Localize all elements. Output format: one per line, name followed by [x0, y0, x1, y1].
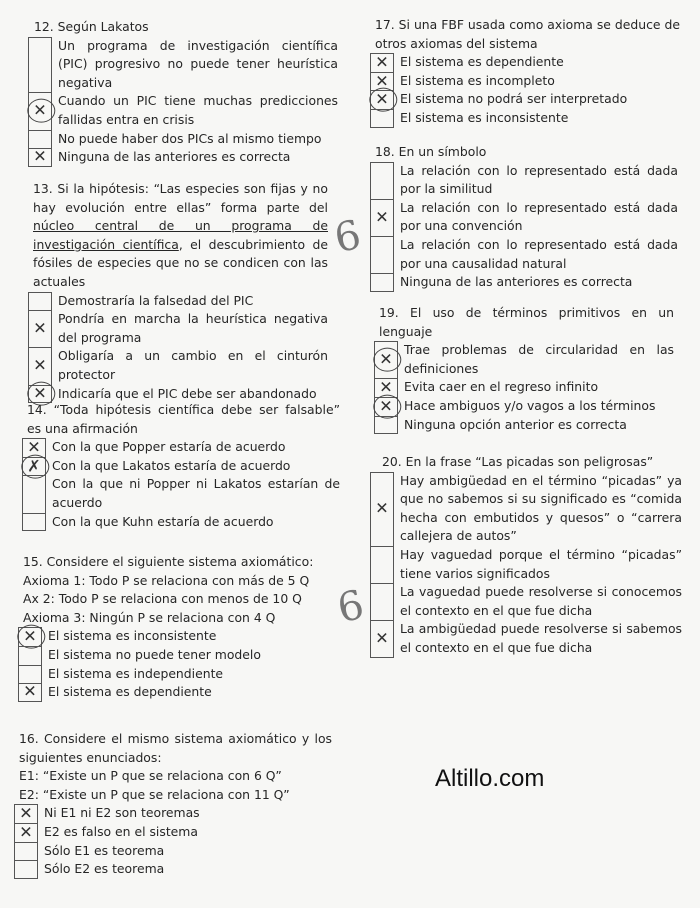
check-mark-icon: ✕	[379, 377, 393, 397]
answer-checkbox[interactable]	[18, 665, 42, 684]
answer-option-text: El sistema no podrá ser interpretado	[400, 91, 628, 107]
check-mark-icon: ✕	[375, 71, 389, 91]
answer-checkbox[interactable]	[14, 842, 38, 861]
answer-option-text: El sistema es dependiente	[400, 54, 564, 70]
answer-option-text: El sistema es dependiente	[48, 684, 212, 700]
check-mark-icon: ✕	[33, 318, 47, 338]
answer-option-text: Sólo E1 es teorema	[44, 842, 165, 858]
check-mark-icon: ✕	[33, 101, 47, 121]
q16-options	[14, 804, 332, 878]
answer-option-text: No puede haber dos PICs al mismo tiempo	[58, 130, 322, 146]
answer-checkbox[interactable]	[28, 310, 52, 347]
check-mark-icon: ✕	[33, 147, 47, 167]
check-mark-icon: ✕	[23, 626, 37, 646]
question-19	[374, 304, 674, 434]
question-20-stem: 20. En la frase “Las picadas son peligrosas”	[382, 454, 654, 469]
answer-option-text: La ambigüedad puede resolverse si sabemos el contexto en el que fue dicha	[400, 621, 682, 655]
answer-checkbox[interactable]	[370, 53, 394, 72]
answer-option-text: Con la que ni Popper ni Lakatos estarían de acuerdo	[52, 476, 340, 510]
question-14-stem: 14. “Toda hipótesis científica debe ser falsable” es una afirmación	[27, 402, 340, 436]
answer-option-text: Hace ambiguos y/o vagos a los términos	[404, 397, 656, 413]
answer-checkbox[interactable]	[22, 457, 46, 476]
answer-checkbox[interactable]	[18, 646, 42, 665]
q15-axiom: Axioma 1: Todo P se relaciona con más de 5 Q	[23, 572, 310, 588]
answer-checkbox[interactable]	[18, 627, 42, 646]
q16-statements	[14, 767, 332, 804]
check-mark-icon: ✕	[379, 349, 393, 369]
answer-checkbox[interactable]	[14, 823, 38, 842]
question-16	[14, 730, 332, 879]
answer-option-text: El sistema no puede tener modelo	[48, 646, 261, 662]
answer-checkbox[interactable]	[370, 162, 394, 199]
question-17	[370, 16, 680, 128]
answer-option-text: La relación con lo representado está dada por una convención	[400, 199, 678, 234]
check-mark-icon: ✕	[379, 396, 393, 416]
answer-option-text: Demostraría la falsedad del PIC	[58, 292, 254, 308]
check-mark-icon: ✕	[375, 89, 389, 109]
check-mark-icon: ✕	[375, 52, 389, 72]
answer-checkbox[interactable]	[18, 683, 42, 702]
question-13-stem	[28, 180, 328, 292]
answer-option-text: Hay ambigüedad en el término “picadas” ya que no sabemos si su significado es “comida hecha con embutidos y quesos” o “carrera callejera de autos”	[400, 472, 682, 544]
check-mark-icon: ✕	[27, 437, 41, 457]
answer-checkbox[interactable]	[370, 546, 394, 583]
answer-option-text: Sólo E2 es teorema	[44, 861, 165, 877]
answer-option-text: El sistema es inconsistente	[400, 109, 569, 125]
answer-option-text: Con la que Popper estaría de acuerdo	[52, 439, 286, 455]
handwritten-grade: 6	[330, 211, 365, 263]
answer-checkbox[interactable]	[28, 37, 52, 93]
answer-checkbox[interactable]	[370, 199, 394, 236]
answer-option-text: Con la que Kuhn estaría de acuerdo	[52, 513, 274, 529]
answer-option-text: El sistema es incompleto	[400, 72, 555, 88]
question-12	[28, 18, 338, 167]
q16-statement: E2: “Existe un P que se relaciona con 11 Q”	[19, 786, 290, 802]
q13-stem-a: 13. Si la hipótesis: “Las especies son fijas y no hay evolución entre ellas” forma parte del	[33, 181, 328, 215]
answer-checkbox[interactable]	[14, 804, 38, 823]
handwritten-grade: 6	[333, 581, 368, 633]
answer-checkbox[interactable]	[28, 347, 52, 384]
answer-option-text: Hay vaguedad porque el término “picadas” tiene varios significados	[400, 546, 682, 581]
q13-options	[28, 292, 328, 404]
answer-checkbox[interactable]	[28, 92, 52, 129]
q13-stem-underlined: núcleo central de un programa de investigación científica	[33, 218, 328, 252]
answer-option-text: Evita caer en el regreso infinito	[404, 379, 599, 395]
q15-axioms	[18, 572, 328, 628]
answer-checkbox[interactable]	[374, 397, 398, 416]
site-logo: Altillo.com	[435, 765, 545, 792]
q19-options	[374, 341, 674, 434]
answer-checkbox[interactable]	[370, 583, 394, 620]
question-20	[370, 453, 682, 658]
q15-axiom: Ax 2: Todo P se relaciona con menos de 10 Q	[23, 591, 302, 607]
question-18	[370, 143, 678, 292]
answer-option-text: El sistema es independiente	[48, 665, 224, 681]
q12-options	[28, 37, 338, 167]
answer-option-text: E2 es falso en el sistema	[44, 823, 198, 839]
answer-checkbox[interactable]	[370, 109, 394, 128]
check-mark-icon: ✕	[375, 498, 389, 518]
question-17-stem: 17. Si una FBF usada como axioma se deduce de otros axiomas del sistema	[375, 17, 680, 51]
answer-checkbox[interactable]	[374, 341, 398, 378]
answer-checkbox[interactable]	[374, 416, 398, 435]
q16-statement: E1: “Existe un P que se relaciona con 6 Q”	[19, 768, 282, 784]
check-mark-icon: ✕	[33, 383, 47, 403]
question-15-stem: 15. Considere el siguiente sistema axiomático:	[23, 554, 314, 569]
answer-checkbox[interactable]	[14, 860, 38, 879]
q15-axiom: Axioma 3: Ningún P se relaciona con 4 Q	[23, 609, 276, 625]
answer-checkbox[interactable]	[28, 292, 52, 311]
question-16-stem: 16. Considere el mismo sistema axiomático y los siguientes enunciados:	[19, 731, 332, 765]
question-14	[22, 401, 340, 531]
answer-option-text: Obligaría a un cambio en el cinturón protector	[58, 348, 328, 382]
check-mark-icon: ✗	[27, 456, 41, 476]
answer-checkbox[interactable]	[370, 273, 394, 292]
question-15	[18, 553, 328, 702]
answer-option-text: Indicaría que el PIC debe ser abandonado	[58, 385, 317, 401]
answer-option-text: El sistema es inconsistente	[48, 628, 217, 644]
check-mark-icon: ✕	[375, 628, 389, 648]
answer-checkbox[interactable]	[370, 90, 394, 109]
answer-checkbox[interactable]	[370, 620, 394, 657]
answer-option-text: Ninguna de las anteriores es correcta	[400, 274, 633, 290]
answer-checkbox[interactable]	[28, 148, 52, 167]
answer-option-text: La vaguedad puede resolverse si conocemos el contexto en el que fue dicha	[400, 584, 682, 618]
answer-option-text: Ninguna opción anterior es correcta	[404, 416, 627, 432]
check-mark-icon: ✕	[23, 682, 37, 702]
check-mark-icon: ✕	[19, 803, 33, 823]
check-mark-icon: ✕	[19, 822, 33, 842]
q20-options	[370, 472, 682, 658]
question-13	[28, 180, 328, 403]
check-mark-icon: ✕	[33, 356, 47, 376]
answer-option-text: La relación con lo representado está dada por la similitud	[400, 162, 678, 197]
answer-option-text: Con la que Lakatos estaría de acuerdo	[52, 457, 291, 473]
q13-stem-b: , el descubrimiento de fósiles de especies que no se condicen con las actuales	[33, 236, 328, 289]
answer-checkbox[interactable]	[370, 472, 394, 546]
answer-option-text: La relación con lo representado está dada por una causalidad natural	[400, 236, 678, 271]
q17-options	[370, 53, 680, 127]
answer-option-text: Trae problemas de circularidad en las definiciones	[404, 342, 674, 376]
answer-checkbox[interactable]	[22, 513, 46, 532]
answer-option-text: Cuando un PIC tiene muchas predicciones fallidas entra en crisis	[58, 93, 338, 127]
answer-option-text: Un programa de investigación científica (PIC) progresivo no puede tener heurística negativa	[58, 37, 338, 90]
answer-option-text: Ninguna de las anteriores es correcta	[58, 149, 291, 165]
check-mark-icon: ✕	[375, 207, 389, 227]
question-18-stem: 18. En un símbolo	[375, 144, 487, 159]
q15-options	[18, 627, 328, 701]
q18-options	[370, 162, 678, 292]
q14-options	[22, 438, 340, 531]
answer-checkbox[interactable]	[22, 475, 46, 512]
question-12-title: 12. Según Lakatos	[34, 19, 149, 34]
answer-checkbox[interactable]	[28, 130, 52, 149]
answer-option-text: Ni E1 ni E2 son teoremas	[44, 805, 200, 821]
question-19-stem: 19. El uso de términos primitivos en un lenguaje	[379, 305, 674, 339]
answer-checkbox[interactable]	[370, 236, 394, 273]
answer-option-text: Pondría en marcha la heurística negativa del programa	[58, 311, 328, 345]
